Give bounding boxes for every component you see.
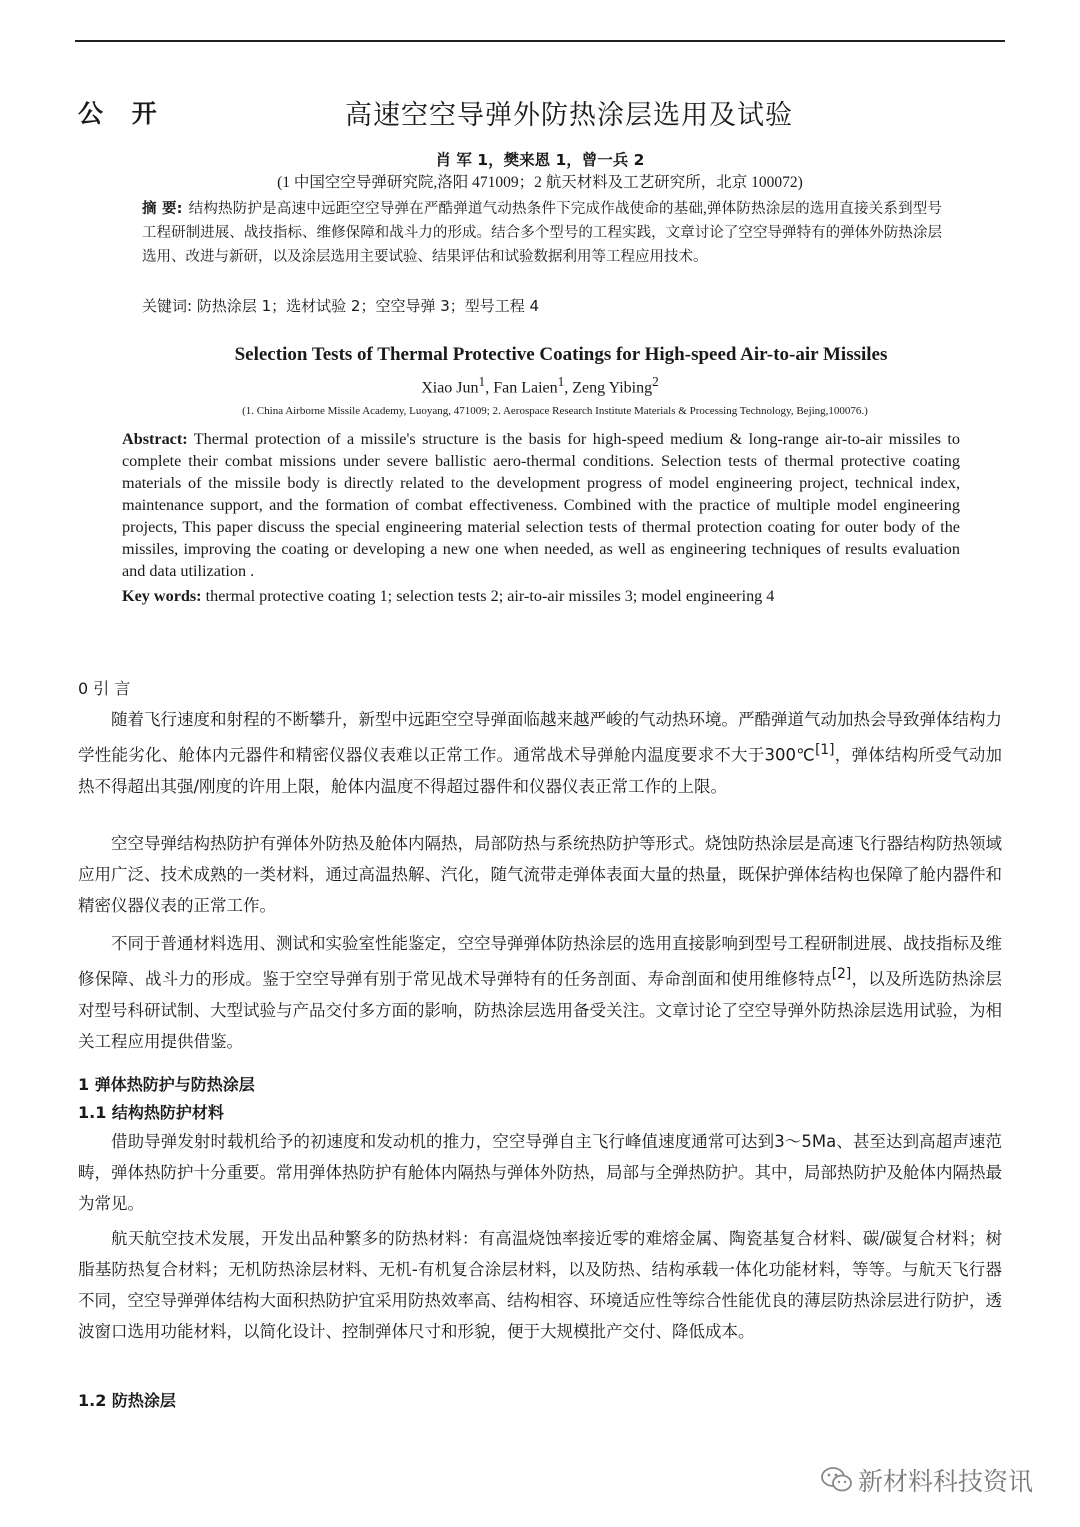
en-author-sep-2: ,: [564, 379, 573, 397]
en-keywords-text: thermal protective coating 1; selection tests 2; air-to-air missiles 3; model engineering 4: [201, 587, 775, 605]
en-abstract-label: Abstract:: [122, 430, 188, 448]
en-author-1-sup: 1: [478, 374, 486, 389]
paragraph-text: 不同于普通材料选用、测试和实验室性能鉴定，空空导弹弹体防热涂层的选用直接影响到型号工程研制进展、战技指标及维修保障、战斗力的形成。鉴于空空导弹有别于常见战术导弹特有的任务剖面、寿命剖面和使用维修特点: [78, 934, 1002, 989]
wechat-icon: [820, 1465, 854, 1495]
paragraph-text: 随着飞行速度和射程的不断攀升，新型中远距空空导弹面临越来越严峻的气动热环境。严酷弹道气动加热会导致弹体结构力学性能劣化、舱体内元器件和精密仪器仪表难以正常工作。通常战术导弹舱内温度要求不大于300℃: [78, 710, 1002, 765]
citation: [2]: [831, 966, 852, 982]
paragraph: 空空导弹结构热防护有弹体外防热及舱体内隔热，局部防热与系统热防护等形式。烧蚀防热涂层是高速飞行器结构防热领域应用广泛、技术成熟的一类材料，通过高温热解、汽化，随气流带走弹体表面大量的热量，既保护弹体结构也保障了舱内器件和精密仪器仪表的正常工作。: [78, 834, 1002, 915]
watermark-text: 新材料科技资讯: [858, 1467, 1034, 1496]
cn-keywords: [142, 295, 539, 316]
cn-authors: 肖 军 1，樊来恩 1，曾一兵 2: [435, 151, 645, 169]
en-authors: [0, 374, 1080, 397]
en-abstract-text: Thermal protection of a missile's structure is the basis for high-speed medium & long-range air-to-air missiles to complete their combat missions under severe ballistic aero-thermal conditions. Selection tests of thermal protective coating materials of the missile body is directly related to the development progress of model engineering project, technical index, maintenance support, and the formation of combat effectiveness. Combined with the practice of multiple model engineering projects, This paper discuss the special engineering material selection tests of thermal protection coating for outer body of the missiles, improving the coating or developing a new one when needed, as well as engineering techniques of results evaluation and data utilization .: [122, 430, 960, 580]
public-label: 公 开: [78, 99, 167, 128]
en-author-2: Fan Laien: [493, 379, 558, 397]
section-0-body: [78, 704, 1002, 802]
cn-abstract: [142, 197, 942, 269]
cn-affiliation: (1 中国空空导弹研究院,洛阳 471009；2 航天材料及工艺研究所，北京 100072): [277, 174, 803, 191]
en-author-3: Zeng Yibing: [572, 379, 653, 397]
section-0-body-2: [78, 828, 1002, 921]
paragraph: 借助导弹发射时载机给予的初速度和发动机的推力，空空导弹自主飞行峰值速度通常可达到3～5Ma、甚至达到高超声速范畴，弹体热防护十分重要。常用弹体热防护有舱体内隔热与弹体外防热，局部与全弹热防护。其中，局部热防护及舱体内隔热最为常见。: [78, 1132, 1002, 1213]
citation: [1]: [815, 742, 835, 758]
cn-abstract-text: 结构热防护是高速中远距空空导弹在严酷弹道气动热条件下完成作战使命的基础,弹体防热涂层的选用直接关系到型号工程研制进展、战技指标、维修保障和战斗力的形成。结合多个型号的工程实践，文章讨论了空空导弹特有的弹体外防热涂层选用、改进与新研，以及涂层选用主要试验、结果评估和试验数据利用等工程应用技术。: [142, 201, 942, 265]
paragraph: 航天航空技术发展，开发出品种繁多的防热材料：有高温烧蚀率接近零的难熔金属、陶瓷基复合材料、碳/碳复合材料；树脂基防热复合材料；无机防热涂层材料、无机-有机复合涂层材料，以及防热、结构承载一体化功能材料，等等。与航天飞行器不同，空空导弹弹体结构大面积热防护宜采用防热效率高、结构相容、环境适应性等综合性能优良的薄层防热涂层进行防护，透波窗口选用功能材料，以简化设计、控制弹体尺寸和形貌，便于大规模批产交付、降低成本。: [78, 1229, 1002, 1341]
paragraph-text: ，弹体结构所受气动加热不得超出其强/刚度的许用上限，舱体内温度不得超过器件和仪器仪表正常工作的上限。: [78, 745, 1002, 796]
section-0-body-3: [78, 928, 1002, 1057]
section-1-1-heading: 1.1 结构热防护材料: [78, 1103, 224, 1122]
paragraph-text: ，以及所选防热涂层对型号科研试制、大型试验与产品交付多方面的影响，防热涂层选用备受关注。文章讨论了空空导弹外防热涂层选用试验，为相关工程应用提供借鉴。: [78, 969, 1003, 1051]
watermark: [820, 1462, 1033, 1498]
en-author-2-sup: 1: [557, 374, 565, 389]
section-1-heading: 1 弹体热防护与防热涂层: [78, 1075, 255, 1094]
section-1-1-body: [78, 1126, 1002, 1219]
cn-keywords-text: 防热涂层 1；选材试验 2；空空导弹 3；型号工程 4: [196, 297, 540, 315]
en-author-1: Xiao Jun: [421, 379, 479, 397]
top-rule: [75, 40, 1005, 42]
en-affiliation: (1. China Airborne Missile Academy, Luoyang, 471009; 2. Aerospace Research Institute Materials & Processing Technology, Bejing,100076.): [242, 405, 868, 417]
en-author-3-sup: 2: [652, 374, 659, 389]
en-title: Selection Tests of Thermal Protective Coatings for High-speed Air-to-air Missiles: [234, 344, 888, 365]
section-1-1-body-2: [78, 1223, 1002, 1347]
en-keywords: [122, 587, 774, 606]
page-title: 高速空空导弹外防热涂层选用及试验: [345, 100, 793, 131]
section-1-2-heading: 1.2 防热涂层: [78, 1391, 176, 1410]
paragraph: [78, 928, 1002, 1057]
en-author-sep-1: ,: [485, 379, 494, 397]
section-0-heading: 0 引 言: [78, 679, 131, 698]
en-abstract: [122, 428, 960, 582]
en-keywords-label: Key words:: [122, 587, 202, 605]
cn-keywords-label: 关键词:: [142, 297, 193, 315]
paragraph: [78, 704, 1002, 802]
cn-abstract-label: 摘 要:: [142, 201, 183, 217]
